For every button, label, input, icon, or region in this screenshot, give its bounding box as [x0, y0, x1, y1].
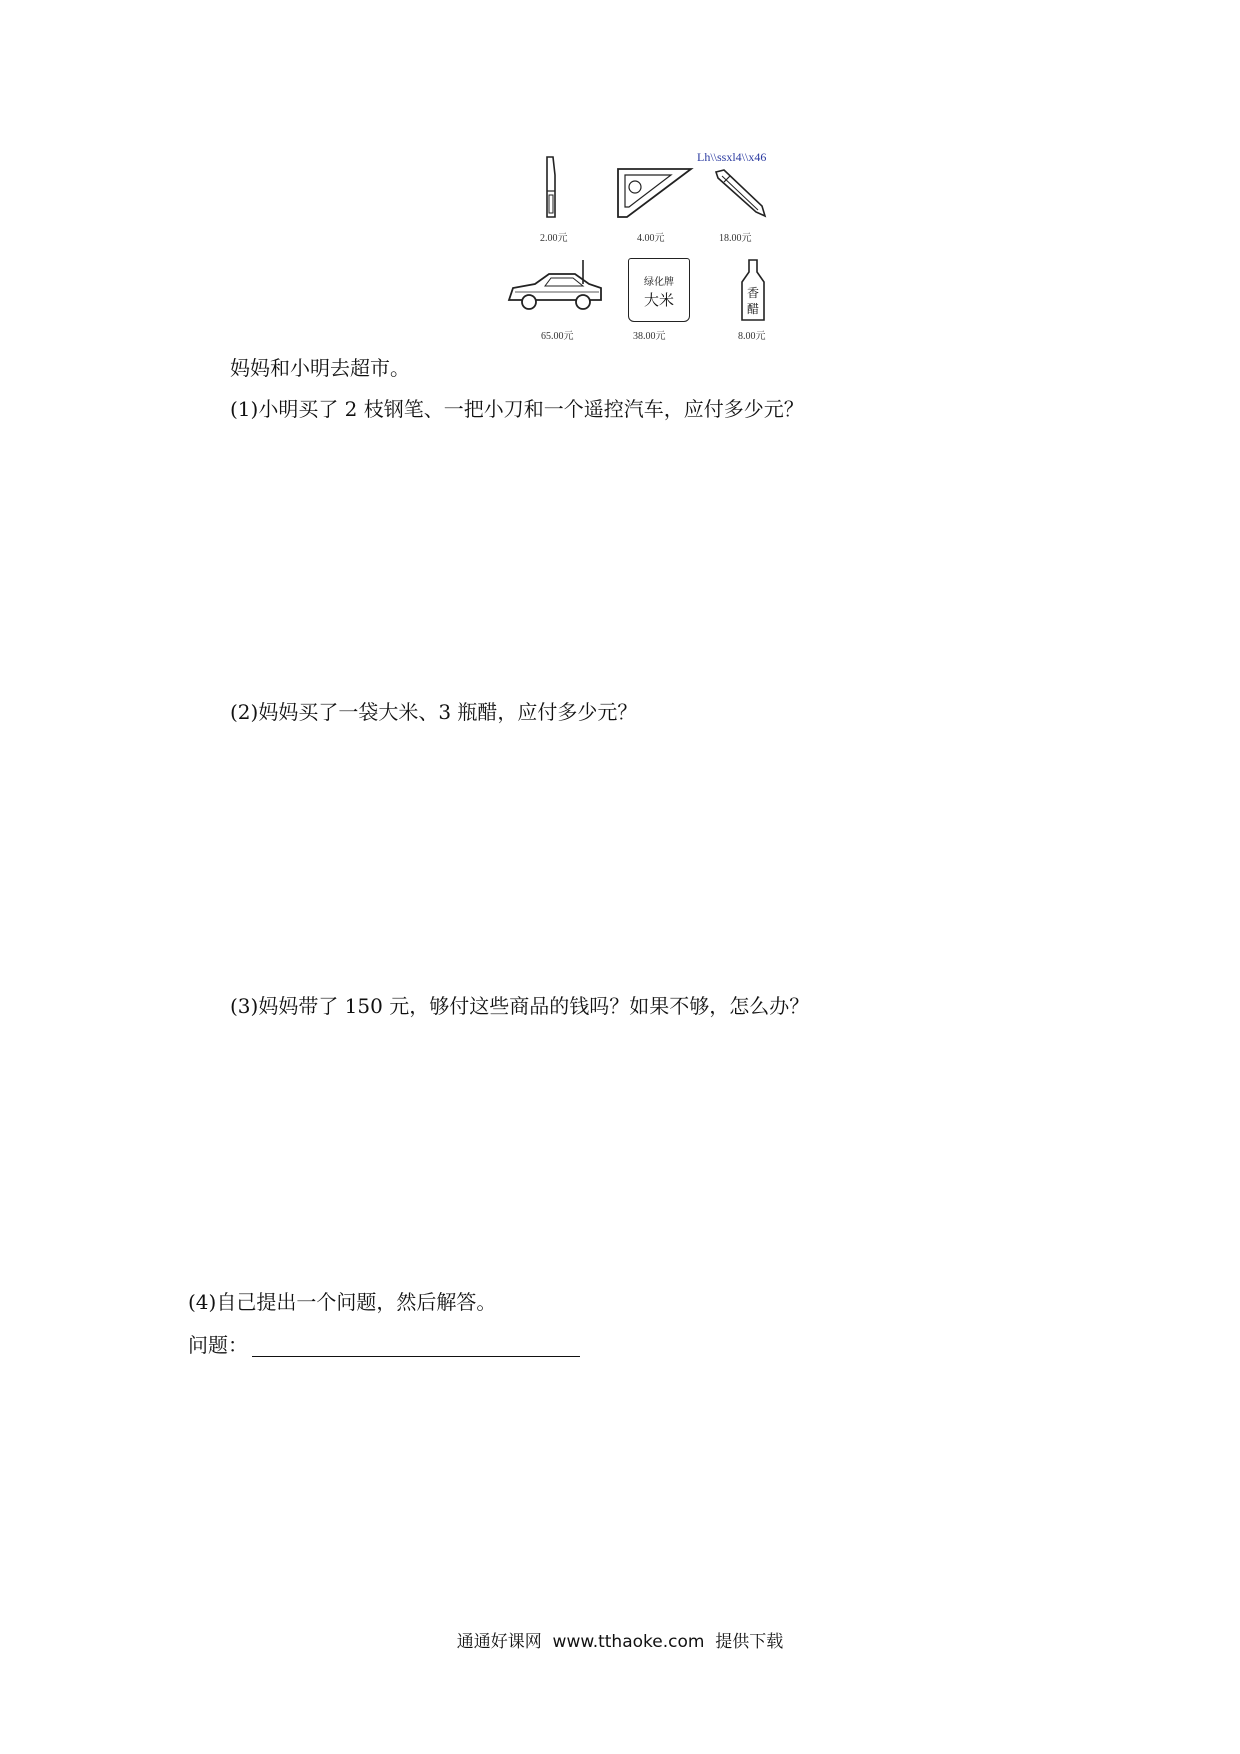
vinegar-bottle-price: 8.00元: [738, 331, 766, 342]
question-4: (4)自己提出一个问题，然后解答。: [188, 1290, 497, 1314]
answer-blank[interactable]: [252, 1334, 580, 1357]
vinegar-label-1: 香: [746, 286, 759, 300]
set-square-price: 4.00元: [637, 233, 665, 244]
rice-bag-brand: 绿化牌: [644, 277, 674, 288]
remote-control-car-price: 65.00元: [541, 331, 574, 342]
rice-bag-price: 38.00元: [633, 331, 666, 342]
question-prompt: [188, 1333, 580, 1357]
question-3: (3)妈妈带了 150 元，够付这些商品的钱吗？如果不够，怎么办？: [230, 994, 810, 1018]
rice-bag-image: [628, 258, 690, 322]
knife-image: [537, 155, 567, 220]
intro-text: 妈妈和小明去超市。: [230, 356, 410, 380]
remote-control-car-image: [505, 258, 605, 318]
pen-image: [710, 168, 770, 220]
knife-price: 2.00元: [540, 233, 568, 244]
question-1: (1)小明买了 2 枝钢笔、一把小刀和一个遥控汽车，应付多少元？: [230, 397, 804, 421]
question-2: (2)妈妈买了一袋大米、3 瓶醋，应付多少元？: [230, 700, 638, 724]
pen-price: 18.00元: [719, 233, 752, 244]
vinegar-bottle-image: [738, 258, 768, 322]
watermark-text: Lh\\ssxl4\\x46: [697, 150, 767, 164]
question-label: 问题：: [188, 1333, 248, 1357]
set-square-image: [615, 165, 695, 220]
rice-bag-label: 大米: [643, 291, 674, 309]
footer-text: 通通好课网 www.tthaoke.com 提供下载: [456, 1632, 784, 1652]
vinegar-label-2: 醋: [746, 302, 759, 316]
